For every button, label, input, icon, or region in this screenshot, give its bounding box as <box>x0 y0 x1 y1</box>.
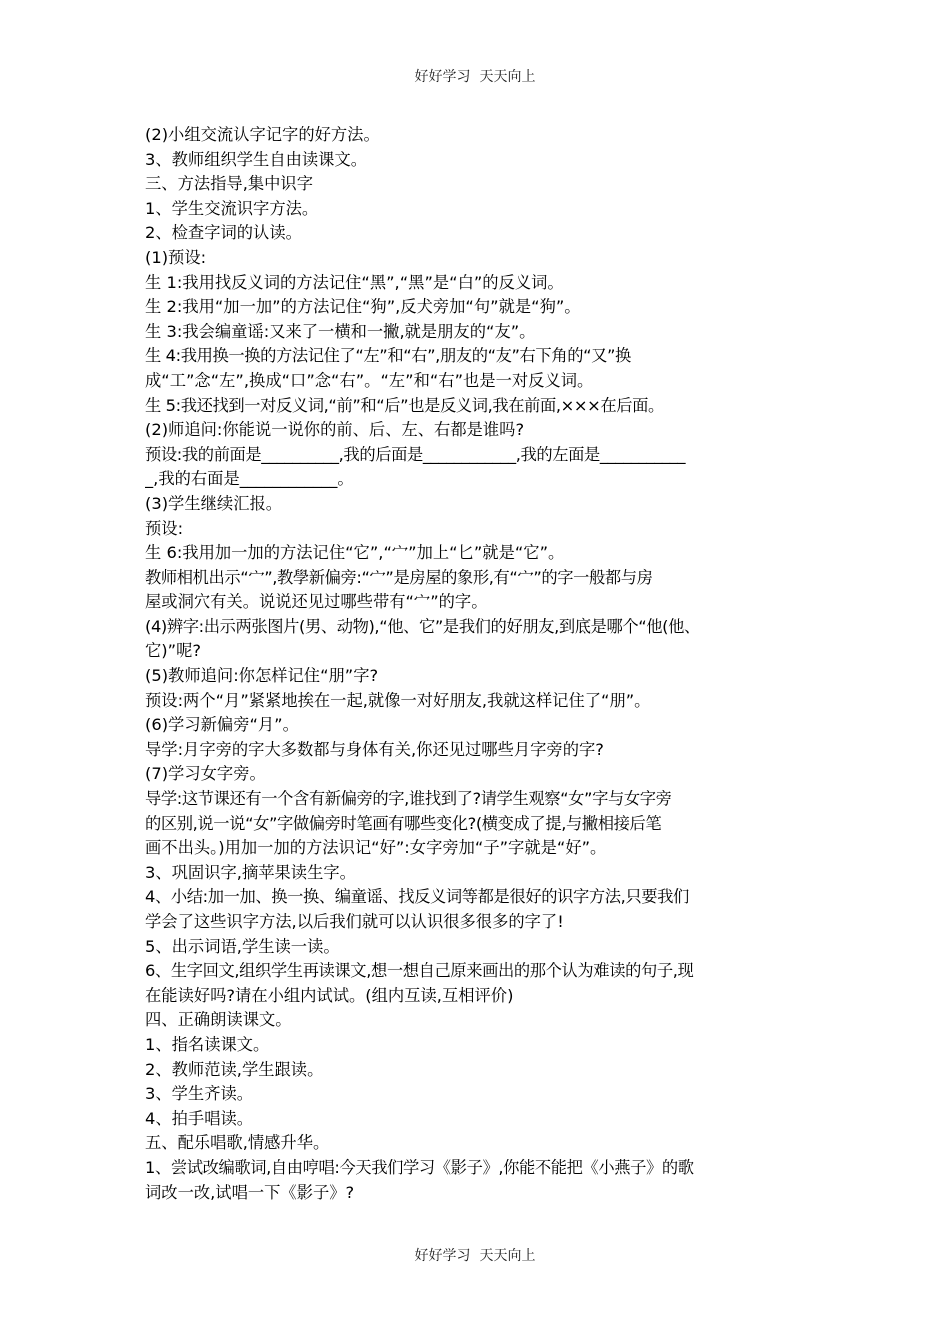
text-line: 屋或洞穴有关。说说还见过哪些带有“宀”的字。 <box>145 592 488 612</box>
text-line: 2、教师范读,学生跟读。 <box>145 1059 324 1079</box>
text-line: 生 1:我用找反义词的方法记住“黑”,“黑”是“白”的反义词。 <box>145 272 564 292</box>
text-line: 3、巩固识字,摘苹果读生字。 <box>145 862 356 882</box>
text-line: (4)辨字:出示两张图片(男、动物),“他、它”是我们的好朋友,到底是哪个“他(他、 <box>145 616 700 636</box>
text-line: (1)预设: <box>145 247 207 267</box>
text-line: 3、教师组织学生自由读课文。 <box>145 149 368 169</box>
text-line: 6、生字回文,组织学生再读课文,想一想自己原来画出的那个认为难读的句子,现 <box>145 961 694 981</box>
text-line: 生 2:我用“加一加”的方法记住“狗”,反犬旁加“句”就是“狗”。 <box>145 297 581 317</box>
text-line: 的区别,说一说“女”字做偏旁时笔画有哪些变化?(横变成了提,与撇相接后笔 <box>145 813 662 833</box>
text-line: (5)教师追问:你怎样记住“朋”字? <box>145 666 379 686</box>
text-line: 4、小结:加一加、换一换、编童谣、找反义词等都是很好的识字方法,只要我们 <box>145 887 689 907</box>
text-line: 生 3:我会编童谣:又来了一横和一撇,就是朋友的“友”。 <box>145 321 536 341</box>
text-line: 1、指名读课文。 <box>145 1034 270 1054</box>
text-line: _,我的右面是____________。 <box>145 469 354 489</box>
text-line: 词改一改,试唱一下《影子》? <box>145 1182 355 1202</box>
page-footer: 好好学习 天天向上 <box>414 1248 536 1264</box>
text-line: 4、拍手唱读。 <box>145 1108 254 1128</box>
text-line: 教师相机出示“宀”,教學新偏旁:“宀”是房屋的象形,有“宀”的字一般都与房 <box>145 567 653 587</box>
section-heading: 三、方法指导,集中识字 <box>145 174 313 194</box>
text-line: 5、出示词语,学生读一读。 <box>145 936 340 956</box>
text-line: 1、学生交流识字方法。 <box>145 198 319 218</box>
text-line: 学会了这些识字方法,以后我们就可以认识很多很多的字了! <box>145 912 564 931</box>
text-line: 它)”呢? <box>145 641 201 661</box>
document-body <box>145 123 813 1205</box>
text-line: 在能读好吗?请在小组内试试。(组内互读,互相评价) <box>145 985 514 1005</box>
page-header: 好好学习 天天向上 <box>414 69 536 85</box>
text-line: (2)师追问:你能说一说你的前、后、左、右都是谁吗? <box>145 420 525 440</box>
text-line: (3)学生继续汇报。 <box>145 493 283 513</box>
text-line: 3、学生齐读。 <box>145 1084 254 1104</box>
section-heading: 五、配乐唱歌,情感升华。 <box>145 1133 330 1153</box>
text-line: 预设:两个“月”紧紧地挨在一起,就像一对好朋友,我就这样记住了“朋”。 <box>145 690 651 710</box>
text-line: 成“工”念“左”,换成“口”念“右”。“左”和“右”也是一对反义词。 <box>145 370 594 390</box>
text-line: 生 5:我还找到一对反义词,“前”和“后”也是反义词,我在前面,×××在后面。 <box>145 395 664 415</box>
text-line: 预设:我的前面是__________,我的后面是____________,我的左面是___________ <box>145 444 686 464</box>
text-line: 导学:月字旁的字大多数都与身体有关,你还见过哪些月字旁的字? <box>145 739 604 759</box>
text-line: (6)学习新偏旁“月”。 <box>145 715 299 735</box>
section-heading: 四、正确朗读课文。 <box>145 1010 292 1030</box>
text-line: 生 4:我用换一换的方法记住了“左”和“右”,朋友的“友”右下角的“又”换 <box>145 346 631 366</box>
text-line: 2、检查字词的认读。 <box>145 223 302 243</box>
text-line: 画不出头。)用加一加的方法识记“好”:女字旁加“子”字就是“好”。 <box>145 838 607 858</box>
text-line: (2)小组交流认字记字的好方法。 <box>145 125 380 144</box>
text-line: 生 6:我用加一加的方法记住“它”,“宀”加上“匕”就是“它”。 <box>145 543 565 563</box>
text-line: 预设: <box>145 518 184 538</box>
text-line: 1、尝试改编歌词,自由哼唱:今天我们学习《影子》,你能不能把《小燕子》的歌 <box>145 1157 694 1177</box>
text-line: 导学:这节课还有一个含有新偏旁的字,谁找到了?请学生观察“女”字与女字旁 <box>145 789 672 809</box>
text-line: (7)学习女字旁。 <box>145 764 266 784</box>
